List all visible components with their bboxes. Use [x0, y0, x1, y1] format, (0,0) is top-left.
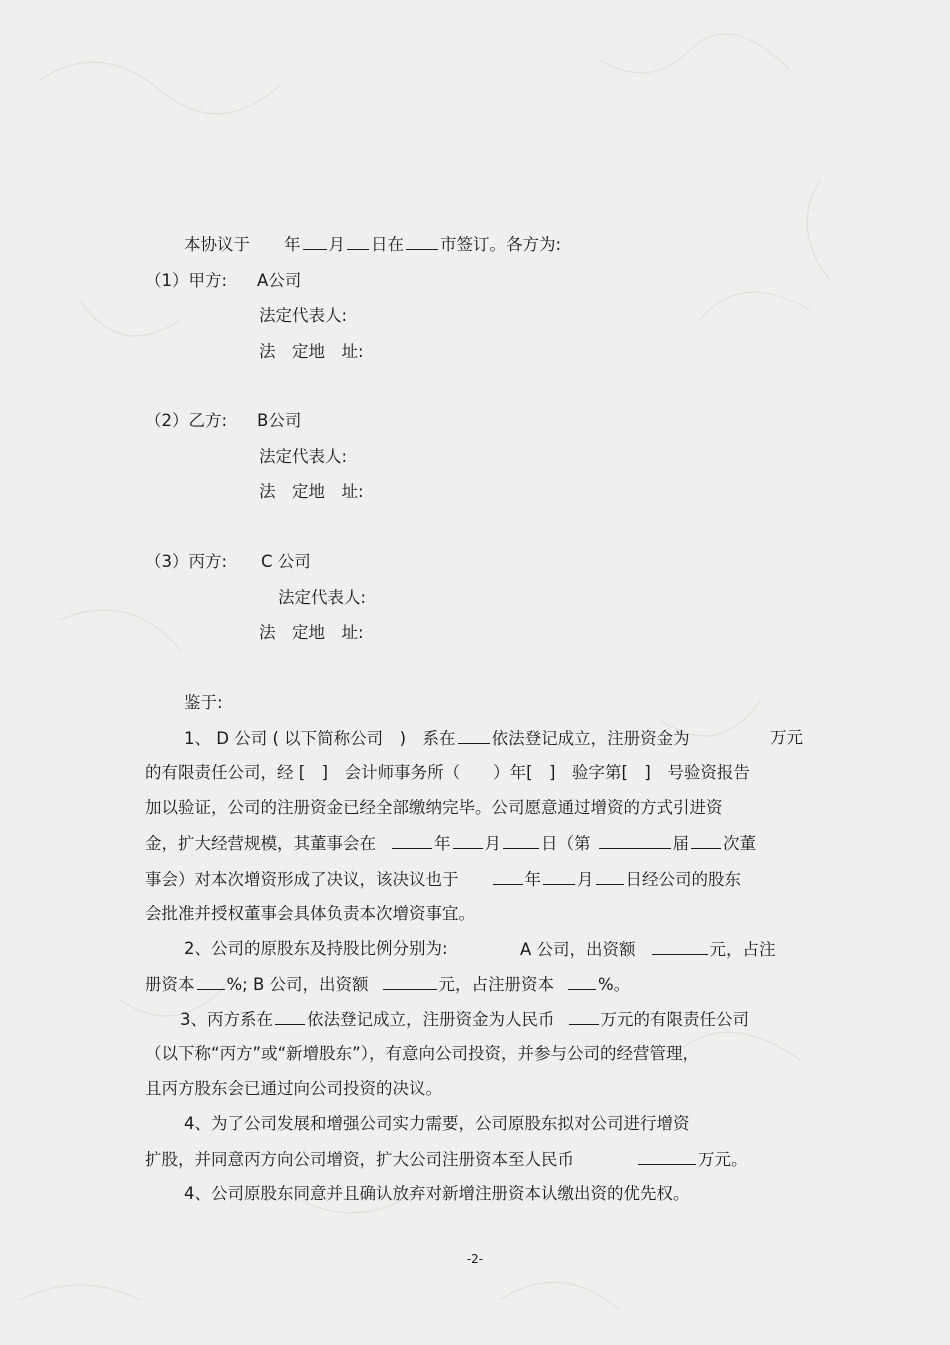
party3-name: C 公司	[261, 552, 311, 571]
clause3-line2: （以下称“丙方”或“新增股东”），有意向公司投资，并参与公司的经营管理，	[145, 1044, 699, 1063]
party1-label: （1）甲方:	[145, 271, 228, 290]
party2-rep: 法定代表人:	[259, 447, 348, 466]
clause2-line1b: A 公司，出资额 元，占注	[520, 940, 776, 959]
intro-line: 本协议于 年 月 日在 市签订。各方为:	[184, 235, 562, 254]
clause1-line3: 加以验证，公司的注册资金已经全部缴纳完毕。公司愿意通过增资的方式引进资	[145, 798, 723, 817]
party1-rep: 法定代表人:	[259, 306, 348, 325]
whereas-heading: 鉴于:	[184, 693, 223, 712]
party3-addr: 法 定地 址:	[259, 623, 364, 642]
clause2-line1: 2、公司的原股东及持股比例分别为:	[184, 939, 448, 958]
clause4-line1: 4、为了公司发展和增强公司实力需要，公司原股东拟对公司进行增资	[184, 1114, 690, 1133]
party2-label: （2）乙方:	[145, 411, 228, 430]
party2-name: B公司	[257, 411, 302, 430]
clause1-line1: 1、 D 公司 ( 以下简称公司 ) 系在 依法登记成立，注册资金为	[184, 729, 690, 748]
clause1-line2: 的有限责任公司，经 [ ] 会计师事务所（ ）年[ ] 验字第[ ] 号验资报告	[145, 763, 750, 782]
clause2-line2: 册资本 %; B 公司，出资额 元，占注册资本 %。	[145, 975, 631, 994]
clause5-line1: 4、公司原股东同意并且确认放弃对新增注册资本认缴出资的优先权。	[184, 1184, 690, 1203]
clause1-unit: 万元	[770, 728, 803, 747]
party3-rep: 法定代表人:	[278, 588, 367, 607]
party3-label: （3）丙方:	[145, 552, 228, 571]
clause1-line5: 事会）对本次增资形成了决议，该决议也于 年 月 日经公司的股东	[145, 870, 741, 889]
clause1-line4: 金，扩大经营规模，其董事会在 年 月 日（第 届 次董	[145, 834, 756, 853]
party1-addr: 法 定地 址:	[259, 342, 364, 361]
party2-addr: 法 定地 址:	[259, 482, 364, 501]
clause3-line1: 3、丙方系在 依法登记成立，注册资金为人民币 万元的有限责任公司	[180, 1010, 749, 1029]
clause3-line3: 且丙方股东会已通过向公司投资的决议。	[145, 1079, 442, 1098]
clause1-line6: 会批准并授权董事会具体负责本次增资事宜。	[145, 904, 475, 923]
party1-name: A公司	[257, 271, 302, 290]
page-number: -2-	[466, 1252, 484, 1266]
clause4-line2: 扩股，并同意丙方向公司增资，扩大公司注册资本至人民币 万元。	[145, 1150, 748, 1169]
